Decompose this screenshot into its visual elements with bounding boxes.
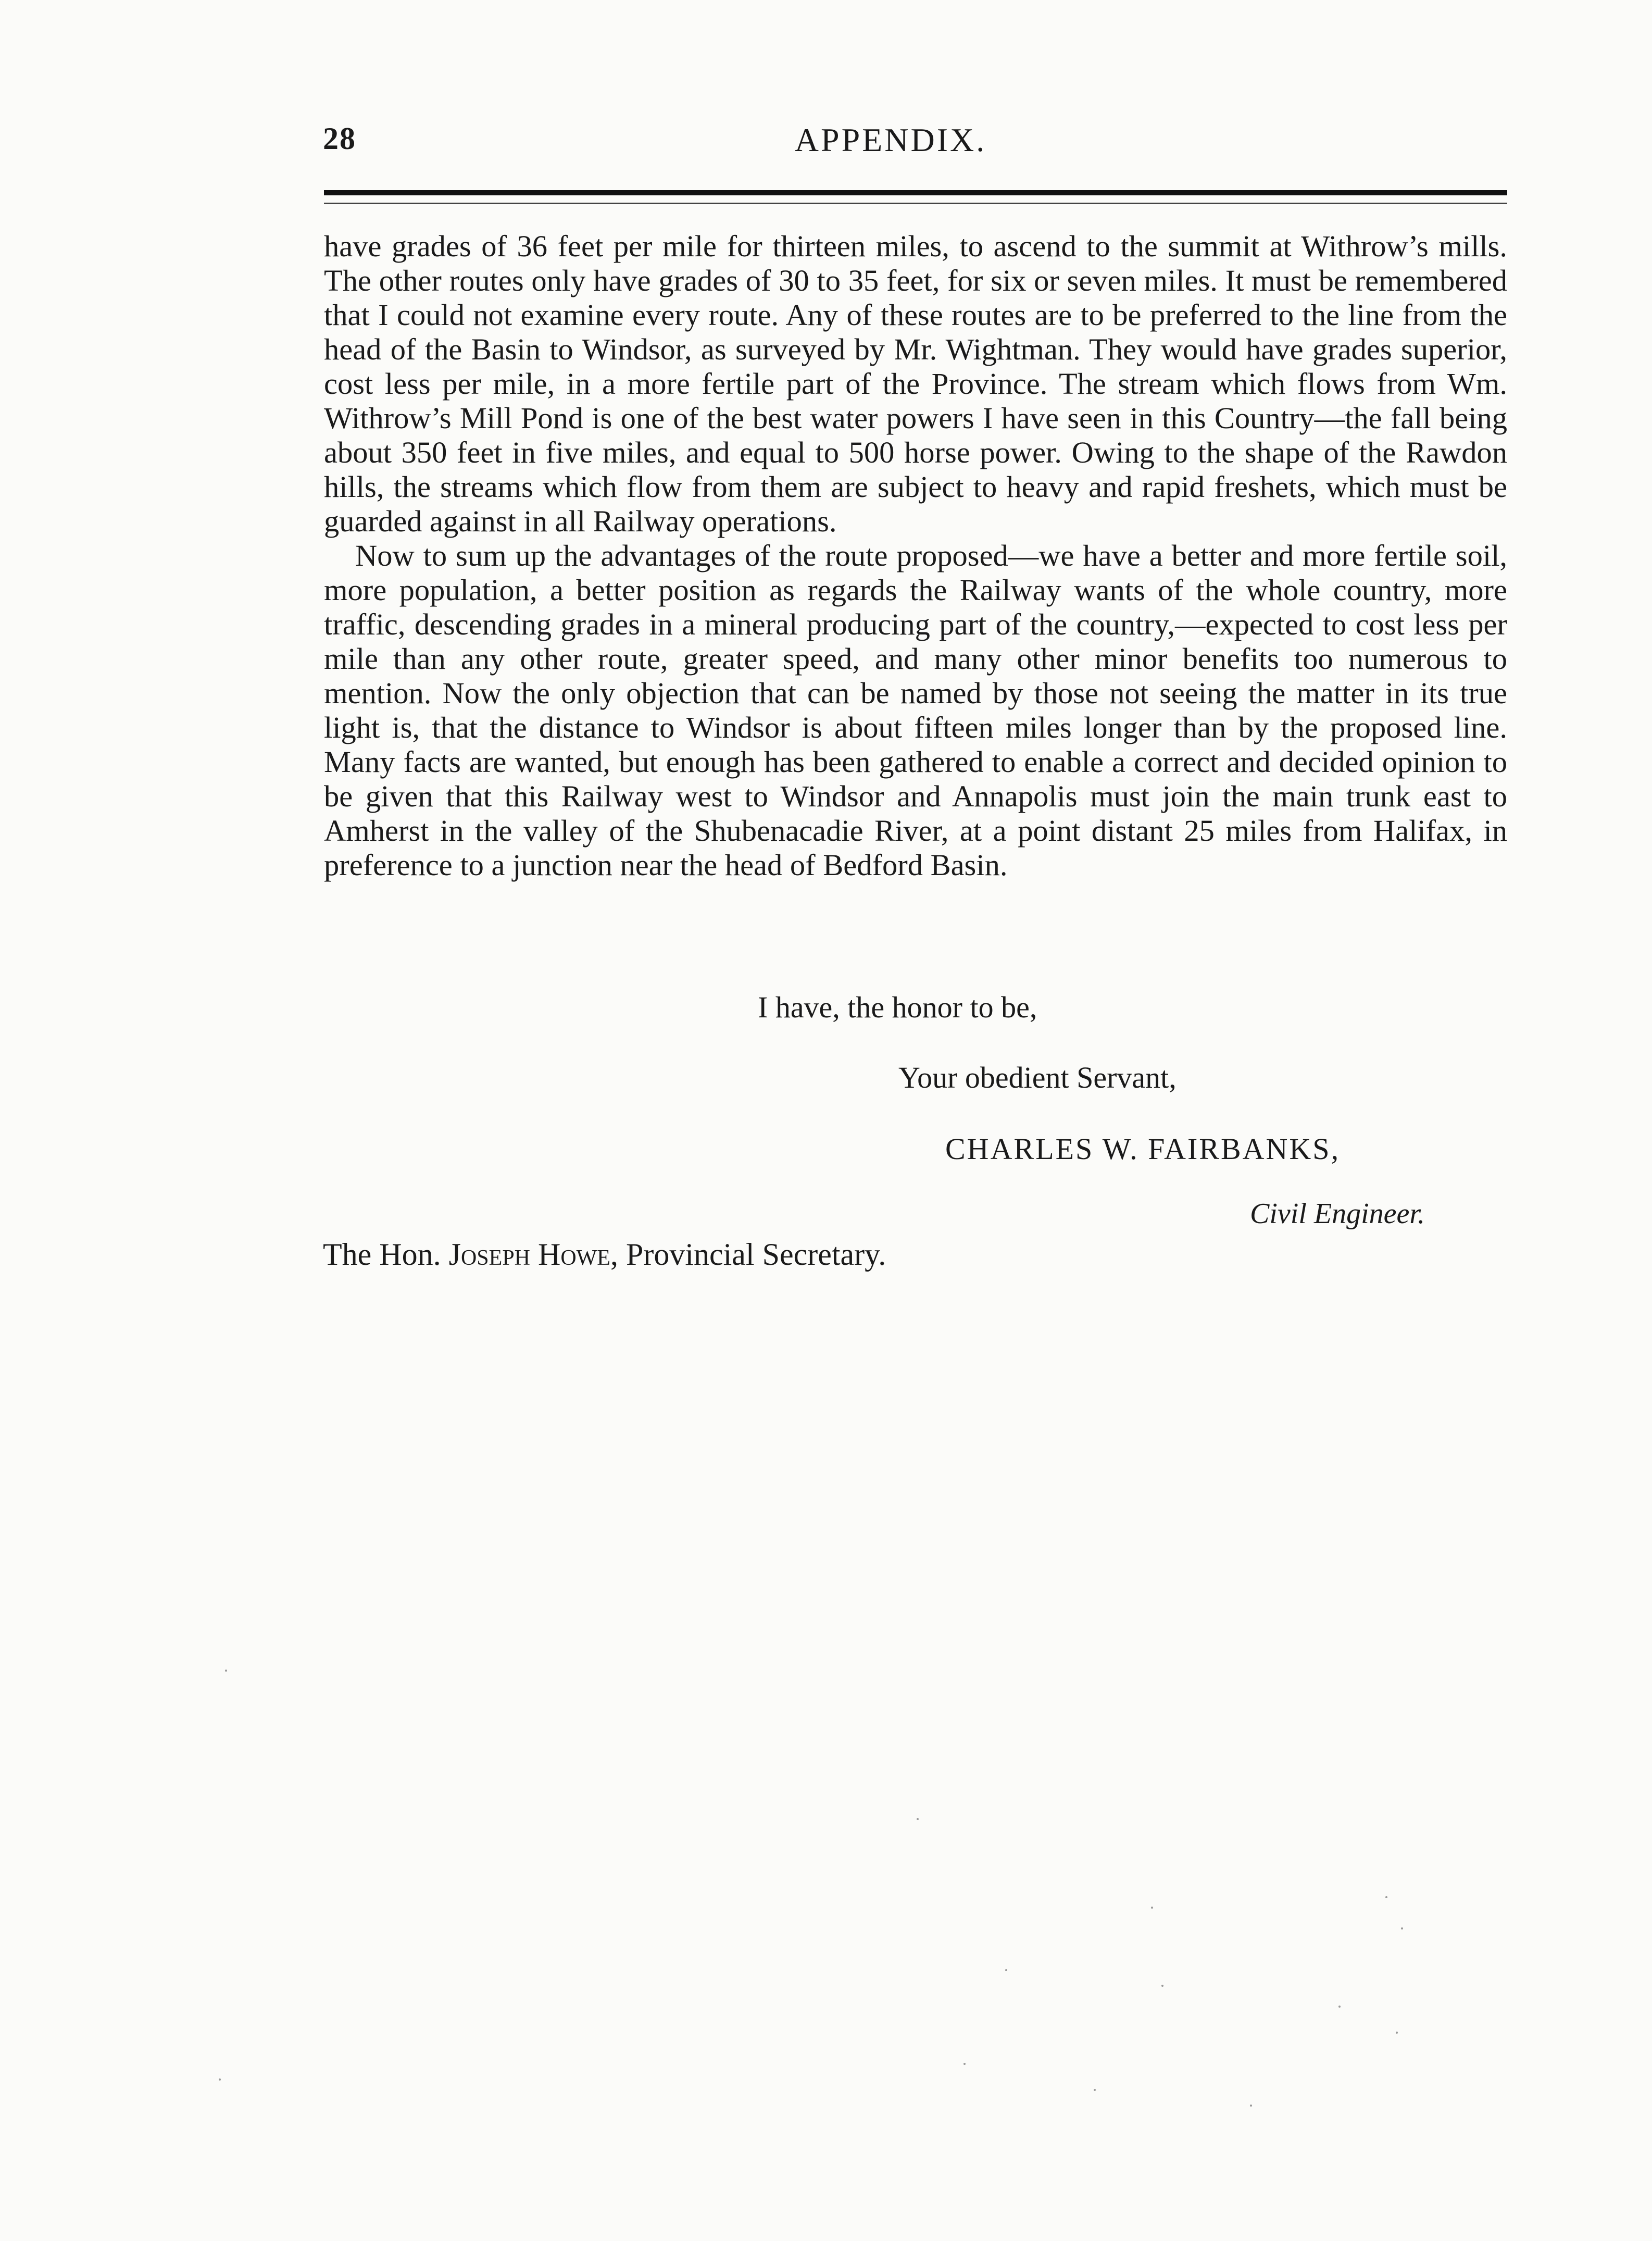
scan-speck xyxy=(1401,1927,1403,1929)
header-rule-thin xyxy=(324,203,1507,204)
body-text xyxy=(324,229,1507,882)
scan-speck xyxy=(1385,1896,1387,1898)
section-title: APPENDIX. xyxy=(794,121,987,158)
scan-speck xyxy=(219,2078,221,2081)
scan-speck xyxy=(1094,2089,1096,2091)
scan-speck xyxy=(1396,2032,1398,2034)
scan-speck xyxy=(963,2063,966,2065)
signature-title: Civil Engineer. xyxy=(1250,1198,1425,1230)
signature-name: CHARLES W. FAIRBANKS, xyxy=(945,1132,1341,1166)
paragraph: have grades of 36 feet per mile for thirteen miles, to ascend to the summit at Withrow’s mills. The other routes only have grades of 30 to 35 feet, for six or seven miles. It must be remembered that I could not examine every route. Any of these routes are to be preferred to the line from the head of the Basin to Windsor, as surveyed by Mr. Wightman. They would have grades superior, cost less per mile, in a more fertile part of the Province. The stream which flows from Wm. Withrow’s Mill Pond is one of the best water powers I have seen in this Country—the fall being about 350 feet in five miles, and equal to 500 horse power. Owing to the shape of the Rawdon hills, the streams which flow from them are subject to heavy and rapid freshets, which must be guarded against in all Railway operations. xyxy=(324,229,1507,538)
scan-speck xyxy=(1151,1907,1153,1909)
scan-speck xyxy=(1338,2006,1341,2008)
scan-speck xyxy=(225,1670,227,1672)
closing-salutation: I have, the honor to be, xyxy=(758,990,1037,1024)
closing-servant: Your obedient Servant, xyxy=(898,1061,1177,1094)
running-head xyxy=(323,121,1458,168)
scan-speck xyxy=(1250,2105,1252,2107)
addressee-name: Joseph Howe xyxy=(448,1237,610,1272)
page-number: 28 xyxy=(323,121,356,156)
header-rule xyxy=(324,190,1507,195)
scan-speck xyxy=(1161,1985,1163,1987)
scan-speck xyxy=(917,1818,919,1820)
paragraph: Now to sum up the advantages of the route proposed—we have a better and more fertile soil, more population, a better position as regards the Railway wants of the whole country, more traffic, descending grades in a mineral producing part of the country,—expected to cost less per mile than any other route, greater speed, and many other minor benefits too numerous to mention. Now the only objection that can be named by those not seeing the matter in its true light is, that the distance to Windsor is about fifteen miles longer than by the proposed line. Many facts are wanted, but enough has been gathered to enable a correct and decided opinion to be given that this Railway west to Windsor and Annapolis must join the main trunk east to Amherst in the valley of the Shubenacadie River, at a point distant 25 miles from Halifax, in preference to a junction near the head of Bedford Basin. xyxy=(324,539,1507,882)
addressee xyxy=(323,1237,886,1273)
addressee-prefix: The Hon. xyxy=(323,1237,449,1272)
addressee-suffix: , Provincial Secretary. xyxy=(610,1237,886,1272)
scan-speck xyxy=(1005,1969,1007,1971)
